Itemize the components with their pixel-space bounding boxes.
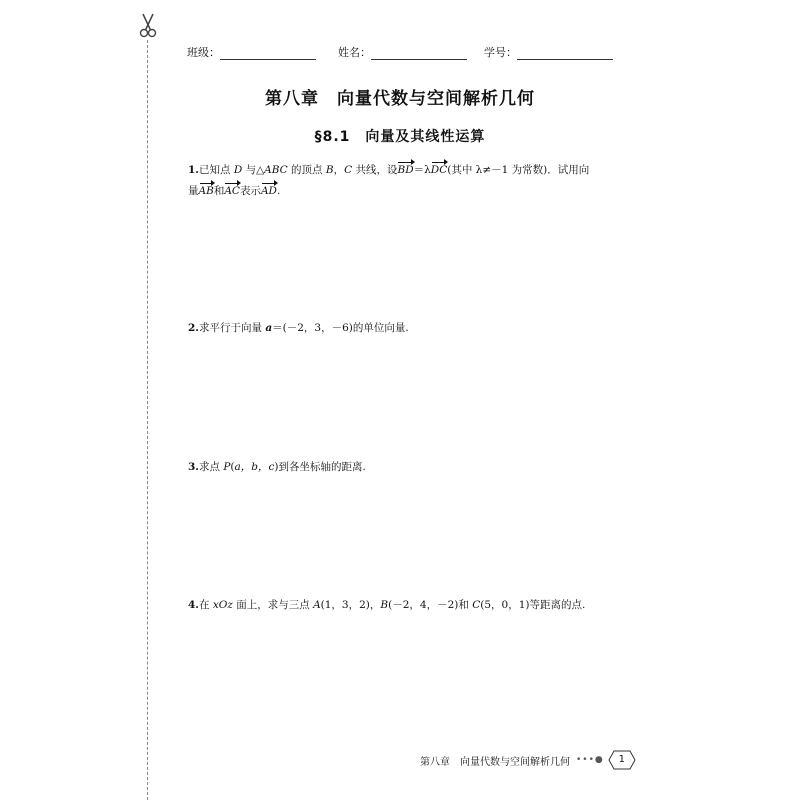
problem-1 — [188, 160, 608, 202]
class-blank[interactable] — [220, 47, 316, 60]
problem-text: 与△ — [242, 164, 265, 176]
problem-text: 面上，求与三点 — [232, 599, 314, 611]
cut-line — [147, 40, 148, 800]
section-title: §8.1 向量及其线性运算 — [314, 129, 486, 145]
math-var: A — [313, 599, 321, 611]
math-var: B — [325, 164, 334, 176]
problem-text: 求平行于向量 — [198, 322, 266, 334]
id-label: 学号： — [484, 46, 517, 59]
scissors-icon — [138, 12, 158, 38]
problem-text: 量 — [188, 185, 199, 197]
problem-number: 2. — [188, 322, 199, 334]
math-var: ABC — [264, 164, 288, 176]
problem-text: 的顶点 — [287, 164, 326, 176]
problem-4 — [188, 595, 608, 616]
vector-bd: BD — [397, 160, 413, 181]
problem-text: ＝(－2，3，－6)的单位向量. — [272, 322, 409, 334]
name-label: 姓名： — [338, 46, 371, 59]
chapter-title: 第八章 向量代数与空间解析几何 — [265, 89, 535, 109]
footer-chapter: 第八章 向量代数与空间解析几何 — [420, 756, 570, 768]
problem-text: 共线，设 — [352, 164, 398, 176]
problem-text: (－2，4，－2)和 — [388, 599, 473, 611]
math-var: C — [472, 599, 481, 611]
math-var: xOz — [212, 599, 233, 611]
problem-number: 1. — [188, 164, 199, 176]
problem-text: (1，3，2)， — [320, 599, 381, 611]
id-field — [484, 44, 613, 60]
class-field — [187, 44, 316, 60]
page-number: 1 — [618, 754, 625, 765]
vector-ab: AB — [199, 181, 214, 202]
page-footer — [420, 750, 636, 770]
vector-dc: DC — [431, 160, 447, 181]
problem-text: 求点 — [198, 461, 224, 473]
vector-ac: AC — [224, 181, 240, 202]
math-var: B — [380, 599, 389, 611]
problem-text: (5，0，1)等距离的点. — [480, 599, 586, 611]
math-var: D — [233, 164, 243, 176]
vector-ad: AD — [261, 181, 277, 202]
math-var: a，b，c — [234, 461, 275, 473]
problem-text: 已知点 — [198, 164, 234, 176]
problem-text: ＝λ — [413, 164, 431, 176]
name-field — [338, 44, 467, 60]
page-number-badge — [608, 750, 636, 770]
problem-2 — [188, 318, 608, 339]
problem-text: . — [276, 185, 281, 197]
problem-number: 4. — [188, 599, 199, 611]
dots-icon: •••● — [576, 755, 604, 765]
class-label: 班级： — [187, 46, 220, 59]
problem-text: 和 — [213, 185, 225, 197]
problem-text: 在 — [198, 599, 213, 611]
problem-text: )到各坐标轴的距离. — [274, 461, 366, 473]
math-var: P — [223, 461, 231, 473]
problem-number: 3. — [188, 461, 199, 473]
name-blank[interactable] — [371, 47, 467, 60]
problem-3 — [188, 457, 608, 478]
problem-text: 表示 — [239, 185, 261, 197]
id-blank[interactable] — [517, 47, 613, 60]
math-var: C — [344, 164, 353, 176]
math-vector-a: a — [265, 322, 273, 334]
problem-text: (其中 λ≠－1 为常数)．试用向 — [447, 164, 590, 176]
problem-text: ， — [333, 164, 345, 176]
student-info-row — [0, 44, 800, 64]
problem-text: ( — [230, 461, 235, 473]
